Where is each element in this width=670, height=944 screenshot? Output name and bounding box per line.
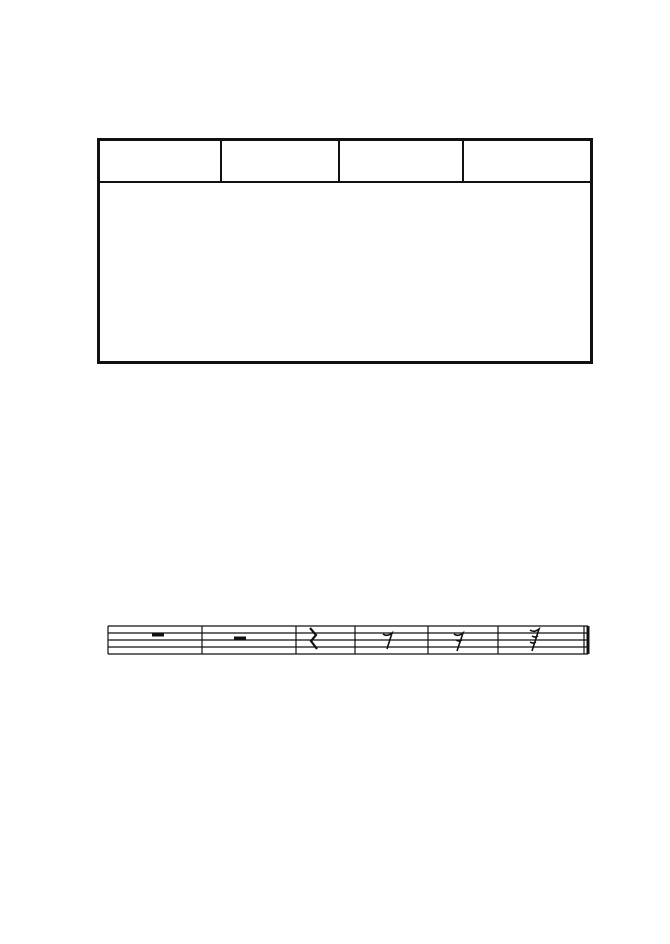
quarter-rest-icon — [310, 628, 317, 649]
note-value-table — [97, 138, 593, 364]
whole-rest-icon — [152, 633, 164, 637]
table-header-row — [100, 141, 590, 183]
half-rest-icon — [234, 637, 246, 641]
rest-staff — [100, 618, 592, 678]
sixteenth-rest-icon — [454, 633, 463, 651]
